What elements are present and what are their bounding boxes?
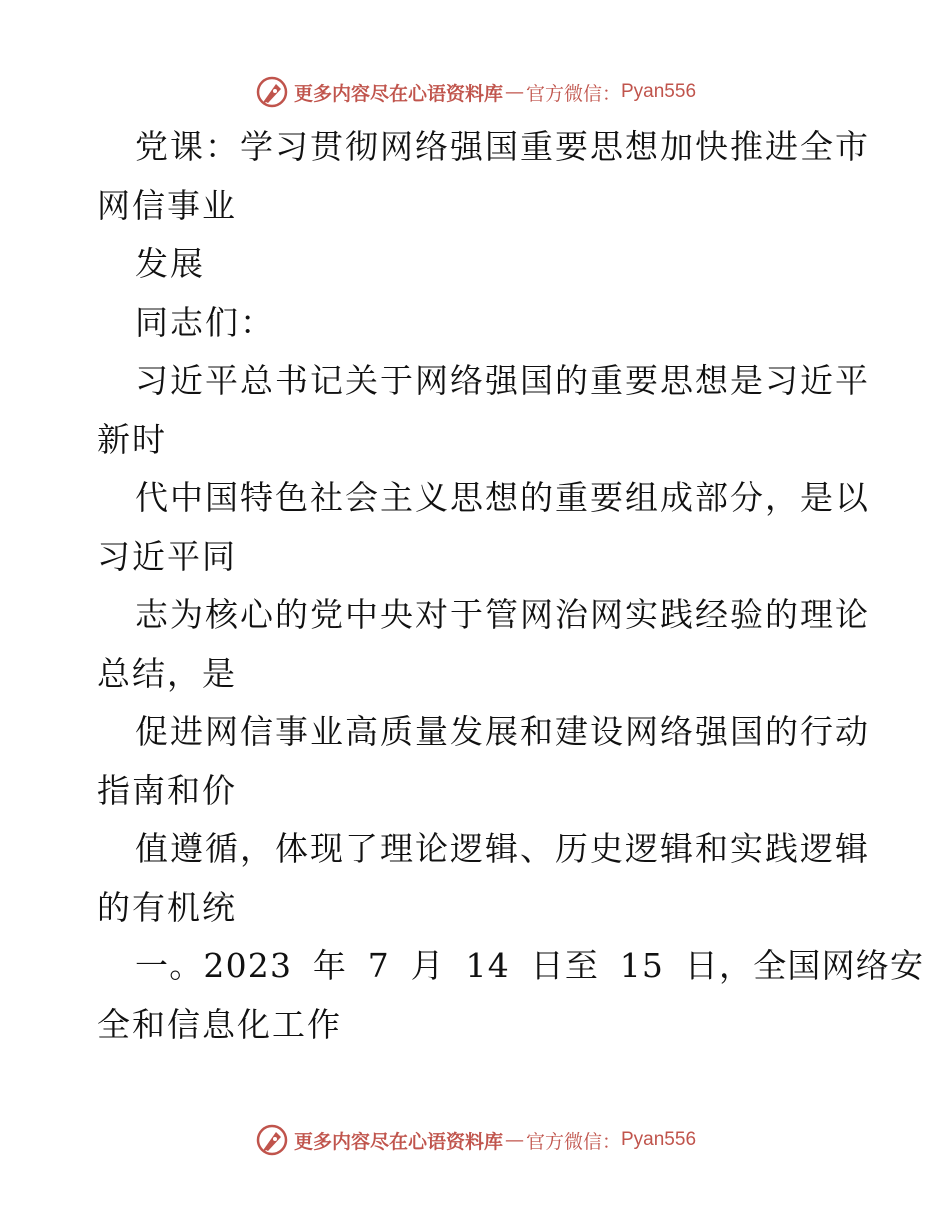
watermark-wechat-label: 官方微信：: [525, 82, 621, 105]
watermark-wechat-id: Pyan556: [621, 1129, 697, 1150]
doc-paragraph-line: 一。2023 年 7 月 14 日至 15 日，全国网络安: [135, 946, 925, 985]
watermark-wechat-id: Pyan556: [621, 81, 697, 102]
watermark-wechat-label: 官方微信：: [525, 1130, 621, 1153]
pen-nib-icon: [254, 1122, 290, 1158]
header-watermark: [0, 72, 950, 112]
doc-paragraph-line: 全和信息化工作: [97, 1004, 342, 1044]
watermark-text: 更多内容尽在心语资料库: [293, 82, 503, 105]
doc-paragraph-line: 的有机统: [97, 887, 237, 927]
doc-title-line-3: 发展: [135, 244, 205, 283]
doc-paragraph-line: 新时: [97, 419, 167, 459]
watermark-text: 更多内容尽在心语资料库: [293, 1130, 503, 1153]
doc-paragraph-line: 总结，是: [97, 653, 237, 693]
watermark-dash: —: [504, 81, 524, 103]
document-body: [97, 118, 925, 1054]
doc-paragraph-line: 代中国特色社会主义思想的重要组成部分，是以: [135, 478, 870, 517]
doc-salutation: 同志们：: [135, 302, 275, 342]
doc-paragraph-line: 习近平同: [97, 536, 237, 576]
watermark-dash: —: [504, 1129, 524, 1151]
doc-title-line-2: 网信事业: [97, 185, 237, 225]
doc-paragraph-line: 值遵循，体现了理论逻辑、历史逻辑和实践逻辑: [135, 829, 870, 868]
footer-watermark: [0, 1120, 950, 1160]
doc-paragraph-line: 志为核心的党中央对于管网治网实践经验的理论: [135, 595, 870, 634]
doc-paragraph-line: 指南和价: [97, 770, 237, 810]
doc-paragraph-line: 习近平总书记关于网络强国的重要思想是习近平: [135, 361, 870, 400]
pen-nib-icon: [254, 74, 290, 110]
doc-paragraph-line: 促进网信事业高质量发展和建设网络强国的行动: [135, 712, 870, 751]
doc-title-line-1: 党课：学习贯彻网络强国重要思想加快推进全市: [135, 127, 870, 166]
